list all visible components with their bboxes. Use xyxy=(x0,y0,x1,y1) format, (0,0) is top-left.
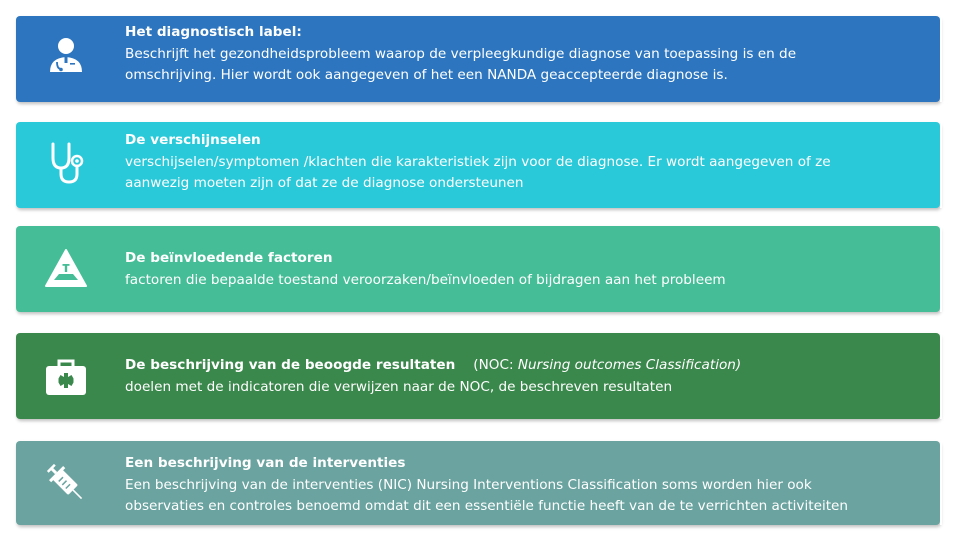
card-edge xyxy=(940,226,942,312)
first-aid-kit-icon xyxy=(44,355,88,399)
stethoscope-icon xyxy=(44,140,88,184)
card-title-text: De beschrijving van de beoogde resultaten xyxy=(125,357,456,373)
card-description-line: factoren die bepaalde toestand veroorzaken/beïnvloeden of bijdragen aan het probleem xyxy=(125,271,726,288)
card-edge xyxy=(940,16,942,102)
noc-label xyxy=(473,357,741,373)
doctor-icon xyxy=(44,34,88,78)
warning-triangle-icon xyxy=(44,246,88,290)
syringe-icon xyxy=(44,461,88,505)
card-expected-results xyxy=(16,333,940,419)
card-diagnostic-label xyxy=(16,16,940,102)
card-title: Een beschrijving van de interventies xyxy=(125,455,406,471)
noc-prefix: (NOC: xyxy=(473,357,518,373)
card-description-line: Beschrijft het gezondheidsprobleem waarop de verpleegkundige diagnose van toepassing is en de xyxy=(125,45,797,62)
card-influencing-factors xyxy=(16,226,940,312)
card-edge xyxy=(940,441,942,525)
card-interventions xyxy=(16,441,940,525)
card-description-line: aanwezig moeten zijn of dat ze de diagnose ondersteunen xyxy=(125,175,524,192)
card-description-line: observaties en controles benoemd omdat dit een essentiële functie heeft van de te verrichten activiteiten xyxy=(125,498,849,515)
card-edge xyxy=(940,122,942,208)
card-description-line: omschrijving. Hier wordt ook aangegeven of het een NANDA geaccepteerde diagnose is. xyxy=(125,67,728,84)
card-description-line: Een beschrijving van de interventies (NIC) Nursing Interventions Classification soms worden hier ook xyxy=(125,476,812,493)
card-title: De verschijnselen xyxy=(125,132,261,148)
card-description-line: doelen met de indicatoren die verwijzen naar de NOC, de beschreven resultaten xyxy=(125,378,673,395)
card-edge xyxy=(940,333,942,419)
card-symptoms xyxy=(16,122,940,208)
card-title: De beïnvloedende factoren xyxy=(125,250,333,266)
card-title: Het diagnostisch label: xyxy=(125,24,302,40)
card-description-line: verschijselen/symptomen /klachten die karakteristiek zijn voor de diagnose. Er wordt aangegeven of ze xyxy=(125,153,831,170)
noc-italic: Nursing outcomes Classification) xyxy=(517,357,742,373)
card-title xyxy=(125,355,910,377)
